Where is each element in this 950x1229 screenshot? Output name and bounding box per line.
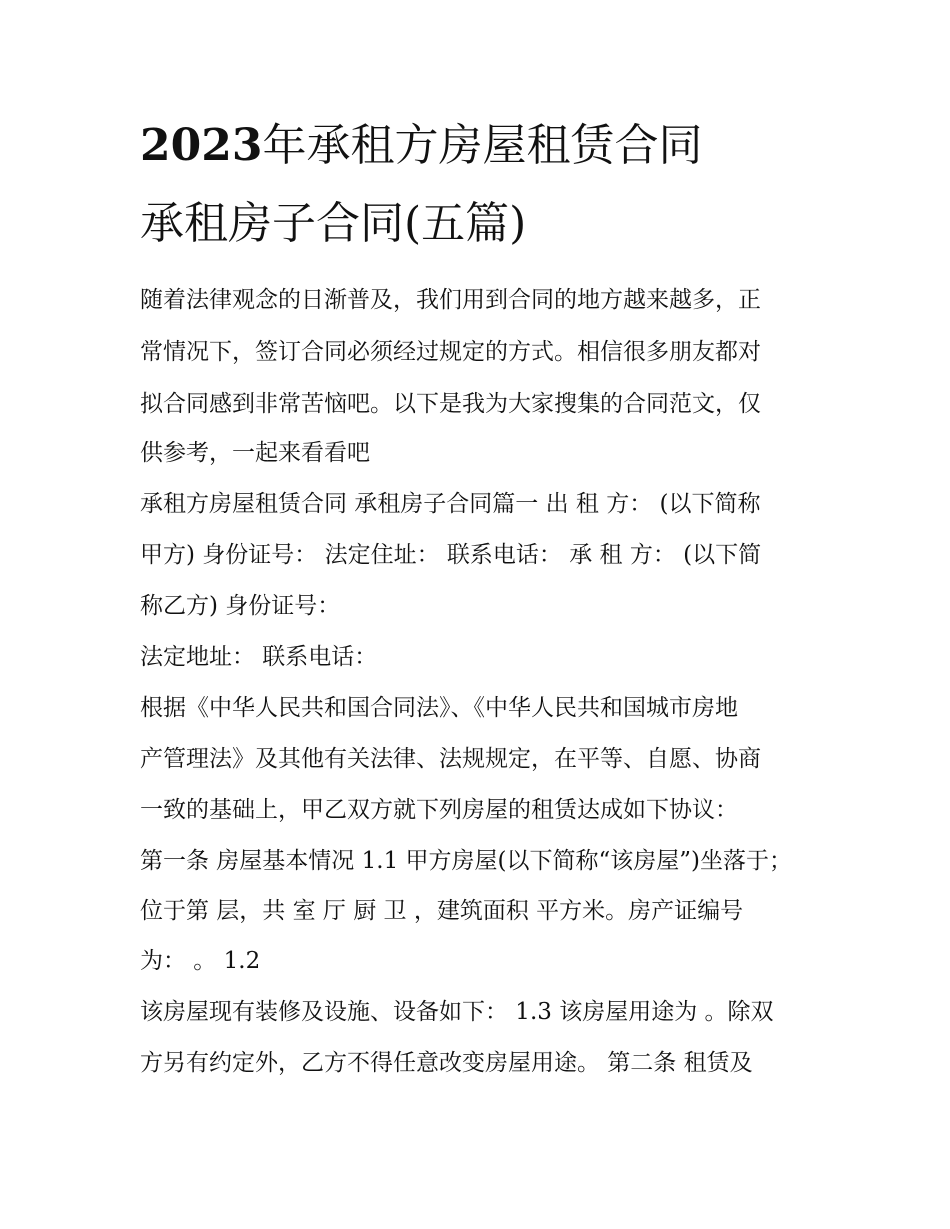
body-line: 产管理法》及其他有关法律、法规规定，在平等、自愿、协商	[140, 746, 761, 772]
body-line: 常情况下，签订合同必须经过规定的方式。相信很多朋友都对	[140, 339, 761, 365]
body-line: 甲方) 身份证号： 法定住址： 联系电话： 承 租 方： (以下简	[140, 542, 762, 568]
body-line: 第一条 房屋基本情况 1.1 甲方房屋(以下简称“该房屋”)坐落于；	[140, 848, 792, 874]
body-line: 称乙方) 身份证号：	[140, 593, 341, 619]
body-line: 供参考，一起来看看吧	[140, 440, 370, 466]
title-line-1-text: 年承租方房屋租赁合同	[262, 120, 703, 171]
body-line: 拟合同感到非常苦恼吧。以下是我为大家搜集的合同范文，仅	[140, 391, 761, 417]
document-title-line-2: 承租房子合同(五篇)	[140, 198, 527, 249]
body-line: 承租方房屋租赁合同 承租房子合同篇一 出 租 方： (以下简称	[140, 491, 761, 517]
body-line: 法定地址： 联系电话：	[140, 644, 378, 670]
body-line: 方另有约定外，乙方不得任意改变房屋用途。 第二条 租赁及	[140, 1050, 753, 1076]
body-line: 位于第 层，共 室 厅 厨 卫 ，建筑面积 平方米。房产证编号	[140, 898, 744, 924]
body-line: 根据《中华人民共和国合同法》、《中华人民共和国城市房地	[140, 695, 738, 721]
body-line: 一致的基础上，甲乙双方就下列房屋的租赁达成如下协议：	[140, 797, 738, 823]
title-year: 2023	[140, 120, 263, 171]
document-title-line-1	[140, 120, 860, 172]
body-line: 该房屋现有装修及设施、设备如下： 1.3 该房屋用途为 。除双	[140, 999, 774, 1025]
body-line: 随着法律观念的日渐普及，我们用到合同的地方越来越多，正	[140, 287, 761, 313]
body-line: 为： 。 1.2	[140, 948, 261, 974]
